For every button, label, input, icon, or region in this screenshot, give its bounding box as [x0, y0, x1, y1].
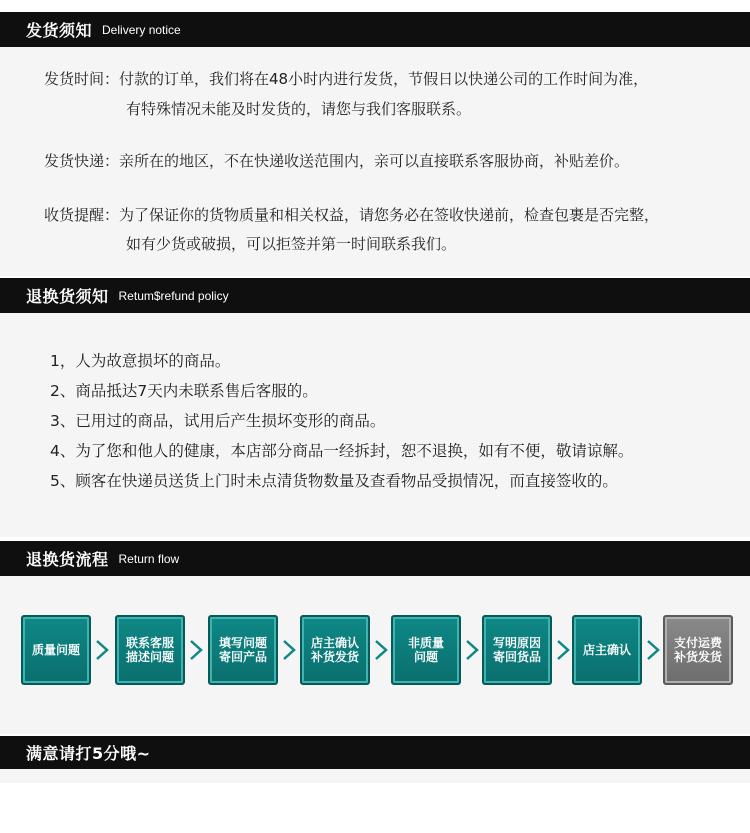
chevron-right-icon — [554, 638, 572, 662]
return-flow-title: 退换货流程 — [26, 550, 109, 569]
delivery-time-text: 发货时间：付款的订单，我们将在48小时内进行发货，节假日以快递公司的工作时间为准， — [44, 70, 649, 88]
chevron-right-icon — [372, 638, 390, 662]
delivery-express-text: 发货快递：亲所在的地区，不在快递收送范围内，亲可以直接联系客服协商，补贴差价。 — [44, 152, 630, 170]
chevron-right-icon — [93, 638, 111, 662]
chevron-right-icon — [280, 638, 298, 662]
receipt-reminder-text: 收货提醒：为了保证你的货物质量和相关权益，请您务必在签收快递前，检查包裹是否完整， — [44, 206, 660, 224]
policy-item-1: 1，人为故意损坏的商品。 — [50, 352, 231, 370]
flow-step-contact-service: 联系客服 描述问题 — [115, 615, 185, 685]
flow-step-state-reason-return: 写明原因 寄回货品 — [482, 615, 552, 685]
flow-step-owner-confirm: 店主确认 — [572, 615, 642, 685]
flow-step-non-quality-issue: 非质量 问题 — [391, 615, 461, 685]
refund-policy-header — [0, 278, 750, 313]
refund-policy-subtitle: Retum$refund policy — [118, 288, 229, 303]
flow-step-quality-issue: 质量问题 — [21, 615, 91, 685]
flow-step-fill-and-return: 填写问题 寄回产品 — [208, 615, 278, 685]
flow-step-owner-confirm-reship: 店主确认 补货发货 — [300, 615, 370, 685]
return-flow-subtitle: Return flow — [118, 551, 180, 566]
delivery-notice-header — [0, 12, 750, 47]
policy-item-4: 4、为了您和他人的健康，本店部分商品一经拆封，恕不退换，如有不便，敬请谅解。 — [50, 442, 634, 460]
refund-policy-title: 退换货须知 — [26, 287, 109, 306]
chevron-right-icon — [463, 638, 481, 662]
rating-banner-text: 满意请打5分哦~ — [26, 744, 151, 763]
flow-step-pay-shipping-reship: 支付运费 补货发货 — [663, 615, 733, 685]
return-flow-header — [0, 541, 750, 576]
chevron-right-icon — [644, 638, 662, 662]
delivery-notice-subtitle: Delivery notice — [102, 22, 181, 37]
rating-banner — [0, 736, 750, 769]
chevron-right-icon — [187, 638, 205, 662]
policy-item-2: 2、商品抵达7天内未联系售后客服的。 — [50, 382, 318, 400]
policy-item-5: 5、顾客在快递员送货上门时未点清货物数量及查看物品受损情况，而直接签收的。 — [50, 472, 618, 490]
receipt-reminder-text-cont: 如有少货或破损，可以拒签并第一时间联系我们。 — [126, 235, 457, 253]
delivery-notice-title: 发货须知 — [26, 21, 93, 40]
delivery-time-text-cont: 有特殊情况未能及时发货的，请您与我们客服联系。 — [126, 100, 472, 118]
policy-item-3: 3、已用过的商品，试用后产生损坏变形的商品。 — [50, 412, 386, 430]
rating-banner-panel — [0, 769, 750, 783]
